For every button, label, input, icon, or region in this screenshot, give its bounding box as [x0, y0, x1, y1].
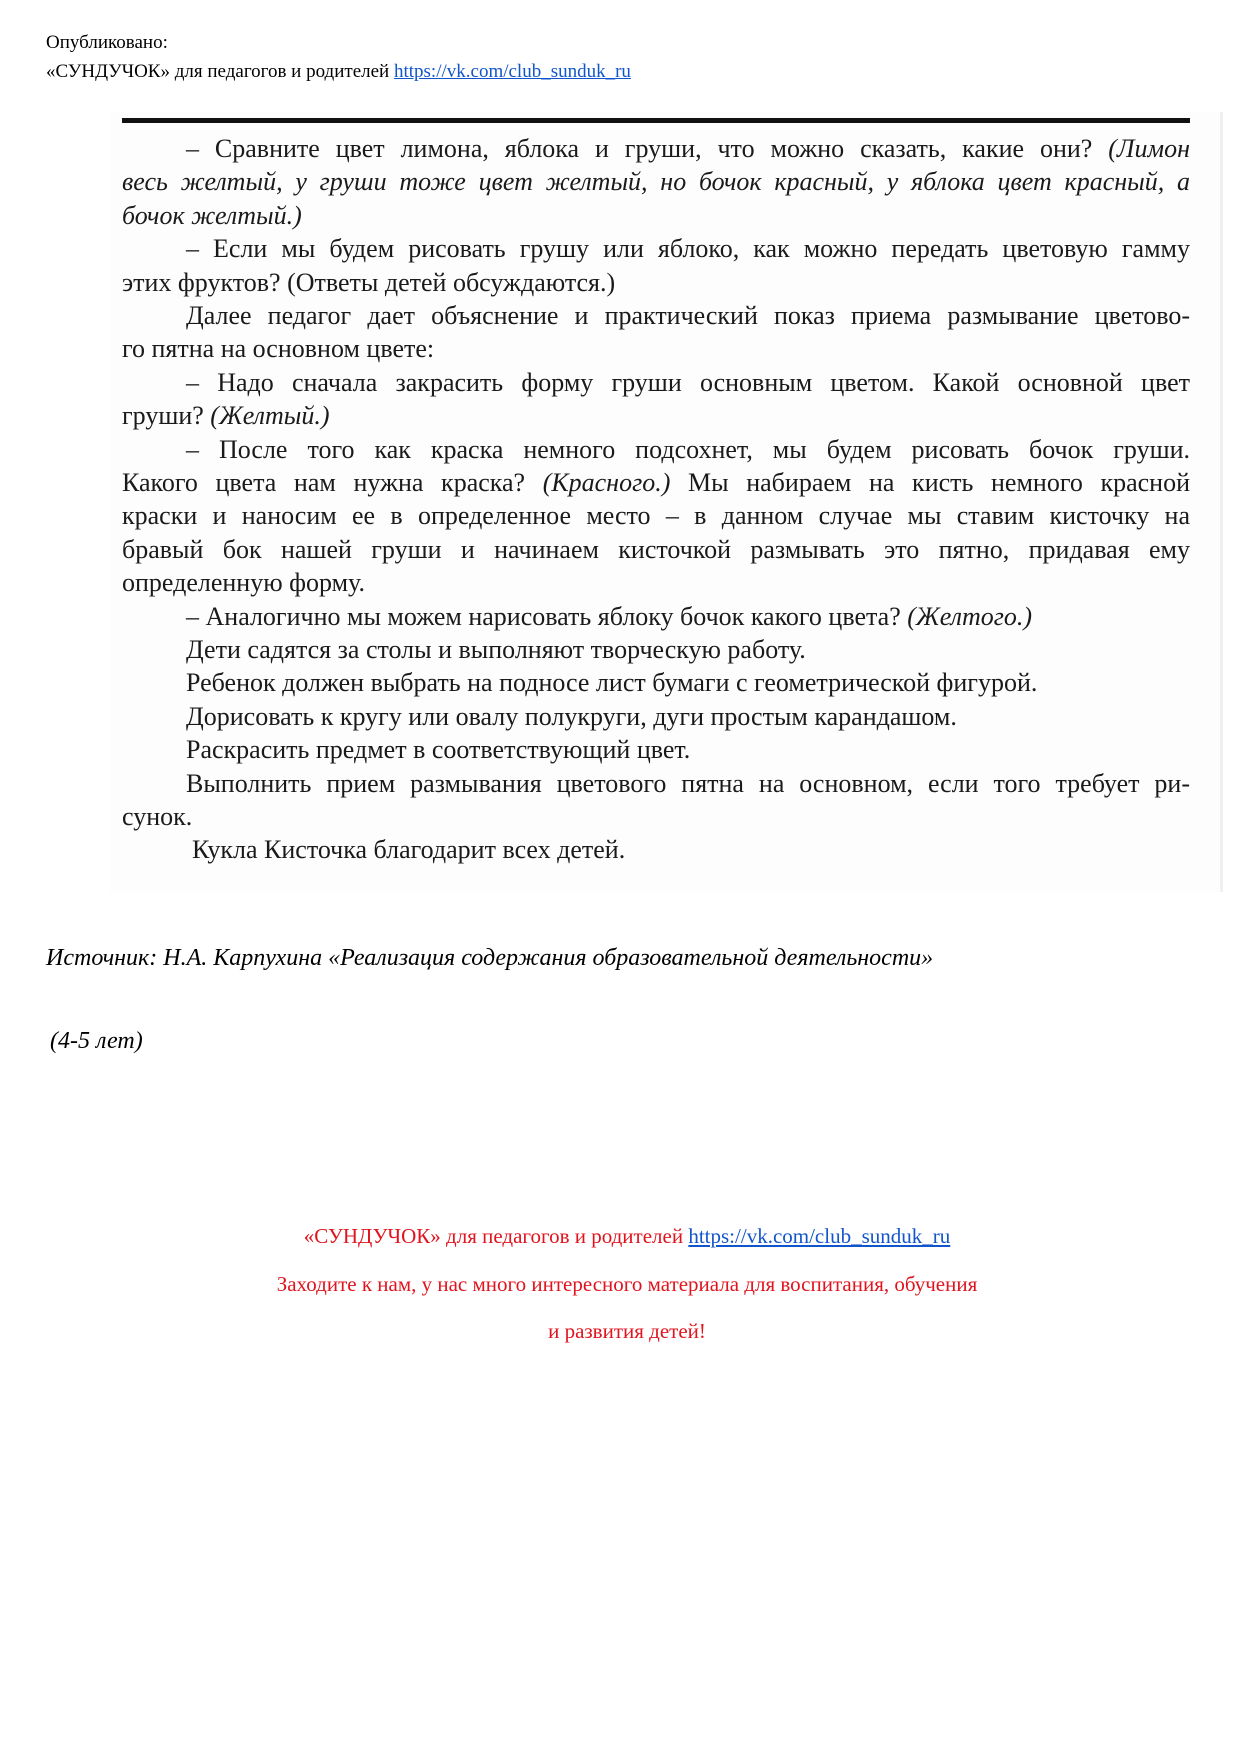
text-segment: Далее педагог дает объяснение и практический показ приема размывание цветово- [186, 301, 1190, 330]
header-group-link[interactable]: https://vk.com/club_sunduk_ru [393, 61, 631, 82]
text-line [122, 769, 1190, 799]
page-top-rule [122, 118, 1190, 123]
italic-answer: весь желтый, у груши тоже цвет желтый, но бочок красный, у яблока цвет красный, а [122, 167, 1190, 197]
text-segment: сунок. [122, 802, 193, 831]
text-line [122, 568, 1190, 598]
text-segment: – Сравните цвет лимона, яблока и груши, что можно сказать, какие они? [186, 134, 1109, 163]
text-line [122, 468, 1190, 498]
footer-group-link[interactable]: https://vk.com/club_sunduk_ru [688, 1224, 951, 1248]
italic-answer: (Желтый.) [210, 401, 330, 431]
text-segment: Выполнить прием размывания цветового пятна на основном, если того требует ри- [186, 768, 1190, 798]
text-segment: бравый бок нашей груши и начинаем кисточкой размывать это пятно, придавая ему [122, 534, 1190, 564]
header-group-line [46, 61, 631, 83]
text-segment: определенную форму. [122, 568, 365, 598]
text-line [122, 501, 1190, 531]
text-line [122, 535, 1190, 565]
published-label: Опубликовано: [46, 32, 168, 53]
text-line [122, 268, 1190, 298]
text-line [122, 334, 1190, 364]
scanned-book-page [110, 112, 1223, 892]
text-segment: Ребенок должен выбрать на подносе лист бумаги с геометрической фигурой. [186, 668, 1038, 698]
text-segment: Дорисовать к кругу или овалу полукруги, дуги простым карандашом. [186, 701, 957, 731]
text-line [122, 201, 1190, 231]
text-line [122, 167, 1190, 197]
footer-group-name: «СУНДУЧОК» для педагогов и родителей [303, 1224, 684, 1248]
text-line [122, 435, 1190, 465]
text-segment: Какого цвета нам нужна краска? [122, 468, 543, 497]
text-segment: – Аналогично мы можем нарисовать яблоку бочок какого цвета? [186, 601, 908, 631]
text-line [122, 835, 1196, 865]
text-segment: – После того как краска немного подсохнет, мы будем рисовать бочок груши. [186, 434, 1190, 464]
italic-answer: (Красного.) [542, 468, 671, 497]
text-line [122, 301, 1190, 331]
text-segment: этих фруктов? (Ответы детей обсуждаются.) [122, 267, 616, 297]
header-group-name: «СУНДУЧОК» для педагогов и родителей [46, 61, 390, 82]
text-line [122, 602, 1190, 632]
text-line [122, 401, 1190, 431]
text-line [122, 668, 1190, 698]
footer-group-line [0, 1224, 1240, 1249]
italic-answer: (Желтого.) [907, 601, 1033, 631]
text-segment: Дети садятся за столы и выполняют творческую работу. [186, 635, 806, 664]
text-line [122, 702, 1190, 732]
italic-answer: бочок желтый.) [122, 200, 302, 230]
text-segment: Раскрасить предмет в соответствующий цвет. [186, 735, 691, 765]
text-line [122, 134, 1190, 164]
source-citation: Источник: Н.А. Карпухина «Реализация содержания образовательной деятельности» [46, 945, 934, 971]
italic-answer: (Лимон [1108, 134, 1190, 163]
text-segment: краски и наносим ее в определенное место – в данном случае мы ставим кисточку на [122, 501, 1190, 531]
text-segment: Кукла Кисточка благодарит всех детей. [192, 835, 626, 865]
text-segment: – Надо сначала закрасить форму груши основным цветом. Какой основной цвет [186, 367, 1190, 397]
text-line [122, 735, 1190, 765]
text-segment: груши? [122, 401, 211, 431]
text-line [122, 234, 1190, 264]
text-line [122, 802, 1190, 832]
age-range: (4-5 лет) [50, 1028, 143, 1054]
footer-invite-line: Заходите к нам, у нас много интересного материала для воспитания, обучения [276, 1272, 978, 1296]
text-segment: – Если мы будем рисовать грушу или яблоко, как можно передать цветовую гамму [186, 234, 1190, 264]
text-line [122, 368, 1190, 398]
text-line [122, 635, 1190, 665]
text-segment: Мы набираем на кисть немного красной [670, 468, 1190, 497]
text-segment: го пятна на основном цвете: [122, 334, 435, 364]
footer-invite-line-2: и развития детей! [548, 1319, 706, 1343]
